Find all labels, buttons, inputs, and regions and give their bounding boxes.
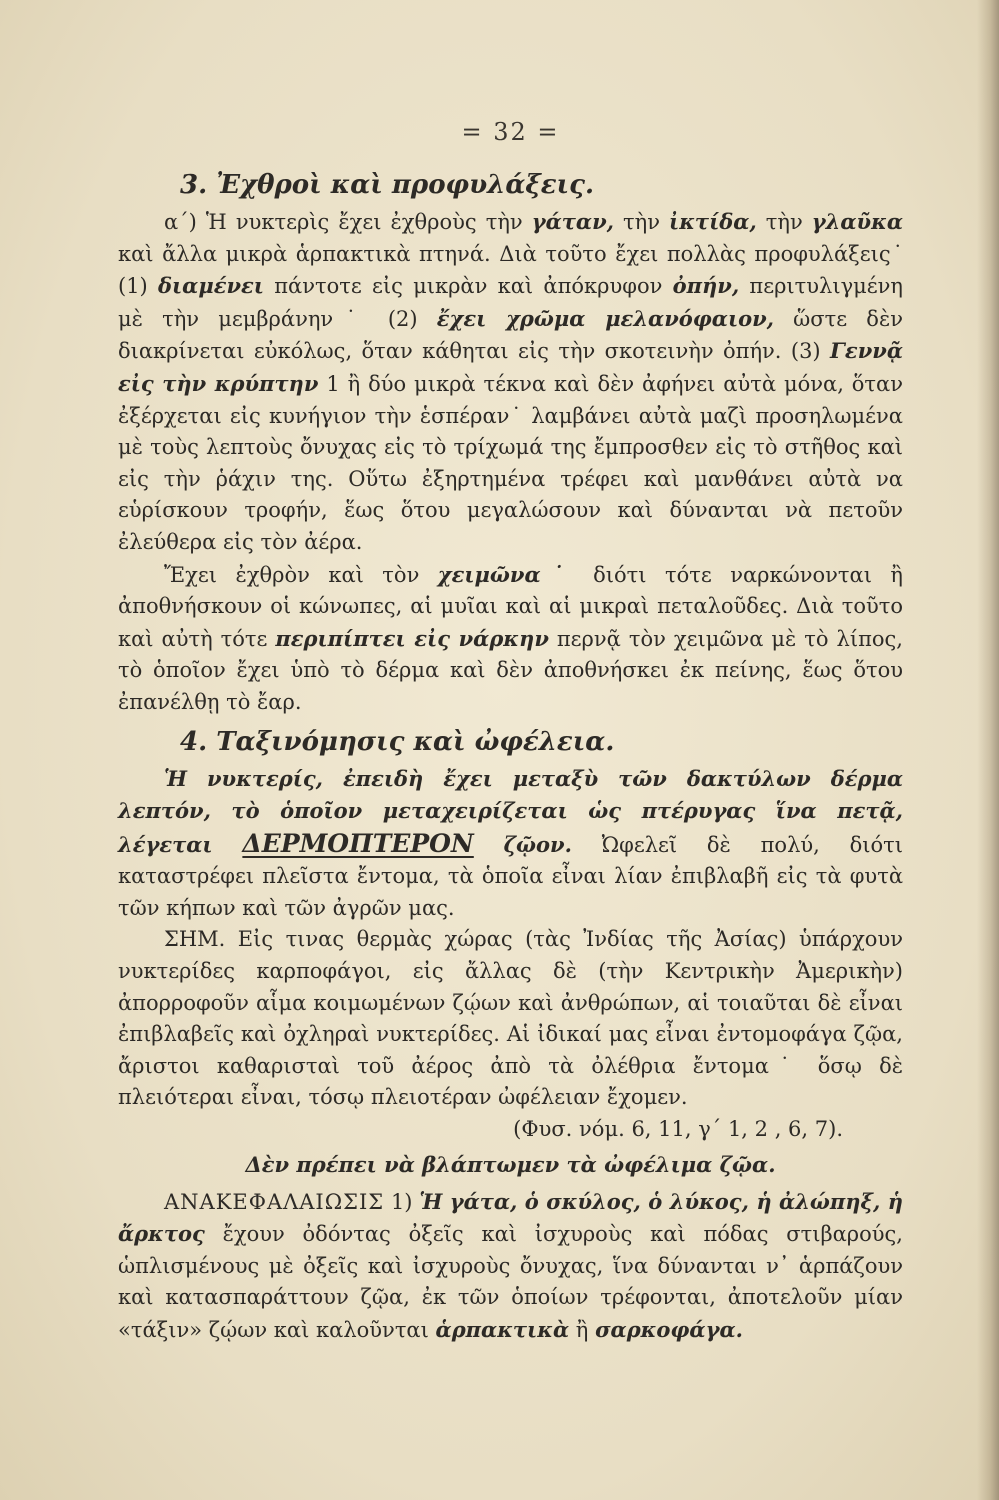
section-3-paragraph-b bbox=[118, 559, 903, 719]
text-run: ἢ bbox=[569, 1318, 596, 1342]
rule-title: Δὲν πρέπει νὰ βλάπτωμεν τὰ ὠφέλιμα ζῷα. bbox=[245, 1151, 776, 1177]
text-run: Ὠφελεῖ δὲ πολύ, διότι καταστρέφει πλεῖστα ἔντομα, τὰ ὁποῖα εἶναι λίαν ἐπιβλαβῆ εἰς τὰ φυτὰ τῶν κήπων καὶ τῶν ἀγρῶν μας. bbox=[118, 832, 903, 920]
section-4-paragraph-a bbox=[118, 763, 903, 925]
section-3-paragraph-a bbox=[118, 206, 903, 559]
text-run: 1) bbox=[384, 1189, 420, 1214]
text-run: πάντοτε εἰς μικρὰν καὶ ἀπόκρυφον bbox=[263, 274, 673, 299]
text-run: α΄) Ἡ νυκτερὶς ἔχει ἐχθροὺς τὴν bbox=[164, 210, 532, 234]
emphasis-run: ζῷον. bbox=[503, 831, 572, 857]
summary-paragraph bbox=[118, 1186, 903, 1347]
emphasis-run: Ἡ νυκτερίς, ἐπειδὴ ἔχει μεταξὺ τῶν δακτύλων δέρμα λεπτόν, τὸ ὁποῖον μεταχειρίζεται ὡς πτέρυγας ἵνα πετᾷ, λέγεται bbox=[118, 765, 903, 857]
text-run: Ἔχει ἐχθρὸν καὶ τὸν bbox=[164, 562, 438, 587]
section-4-note bbox=[118, 924, 903, 1114]
text-run: διότι τότε ναρκώνονται ἢ ἀποθνήσκουν οἱ κώνωπες, αἱ μυῖαι καὶ αἱ μικραὶ πεταλοῦδες. Διὰ τοῦτο καὶ αὐτὴ τότε bbox=[118, 562, 903, 651]
text-run: περνᾷ τὸν χειμῶνα μὲ τὸ λίπος, τὸ ὁποῖον ἔχει ὑπὸ τὸ δέρμα καὶ δὲν ἀποθνήσκει ἐκ πείνης, ἕως ὅτου ἐπανέλθῃ τὸ ἔαρ. bbox=[118, 626, 903, 714]
text-run: τὴν bbox=[756, 210, 812, 234]
emphasis-run: περιπίπτει εἰς νάρκην bbox=[275, 625, 549, 651]
emphasis-run: σαρκοφάγα. bbox=[595, 1317, 743, 1342]
reference-citation: (Φυσ. νόμ. 6, 11, γ΄ 1, 2 , 6, 7). bbox=[513, 1117, 843, 1142]
emphasis-run: γάταν, bbox=[531, 209, 614, 234]
emphasis-run: Ἡ γάτα, ὁ σκύλος, ὁ λύκος, ἡ ἀλώπηξ, ἡ ἄρκτος bbox=[118, 1188, 904, 1247]
emphasis-run: χειμῶνα˙ bbox=[437, 561, 575, 587]
emphasis-run: Γεννᾷ εἰς τὴν κρύπτην bbox=[118, 338, 903, 396]
summary-label: ΑΝΑΚΕΦΑΛΑΙΩΣΙΣ bbox=[164, 1189, 385, 1214]
page-number: = 32 = bbox=[461, 118, 560, 146]
emphasis-run: διαμένει bbox=[158, 273, 264, 299]
emphasis-run: ἁρπακτικὰ bbox=[435, 1317, 570, 1342]
text-run: ΣΗΜ. Εἰς τινας θερμὰς χώρας (τὰς Ἰνδίας τῆς Ἀσίας) ὑπάρχουν νυκτερίδες καρποφάγοι, εἰς ἄλλας δὲ (τὴν Κεντρικὴν Ἀμερικὴν) ἀπορροφοῦν αἷμα κοιμωμένων ζῴων καὶ ἀνθρώπων, αἱ τοιαῦται δὲ εἶναι ἐπιβλαβεῖς καὶ ὀχληραὶ νυκτερίδες. Αἱ ἰδικαί μας εἶναι ἐντομοφάγα ζῷα, ἄριστοι καθαρισταὶ τοῦ ἀέρος ἀπὸ τὰ ὀλέθρια ἔντομα˙ ὅσῳ δὲ πλειότεραι εἶναι, τόσῳ πλειοτέραν ὠφέλειαν ἔχομεν. bbox=[118, 927, 903, 1110]
section-3-heading: 3. Ἐχθροὶ καὶ προφυλάξεις. bbox=[180, 170, 595, 200]
emphasis-run: ἰκτίδα, bbox=[669, 209, 757, 234]
text-block bbox=[118, 118, 903, 1347]
emphasis-run: ἔχει χρῶμα μελανόφαιον, bbox=[436, 305, 774, 331]
section-4-heading: 4. Ταξινόμησις καὶ ὠφέλεια. bbox=[180, 726, 615, 757]
emphasis-run: ὀπήν, bbox=[672, 273, 740, 299]
text-run: καὶ ἄλλα μικρὰ ἁρπακτικὰ πτηνά. Διὰ τοῦτο ἔχει πολλὰς προφυλάξεις˙ (1) bbox=[118, 241, 903, 299]
text-run: ὥστε δὲν διακρίνεται εὐκόλως, ὅταν κάθηται εἰς τὴν σκοτεινὴν ὀπήν. (3) bbox=[118, 306, 903, 364]
text-run: τὴν bbox=[613, 210, 670, 234]
text-run: 1 ἢ δύο μικρὰ τέκνα καὶ δὲν ἀφήνει αὐτὰ μόνα, ὅταν ἐξέρχεται εἰς κυνήγιον τὴν ἑσπέραν˙ λαμβάνει αὐτὰ μαζὶ προσηλωμένα μὲ τοὺς λεπτοὺς ὄνυχας εἰς τὸ τρίχωμά της ἔμπροσθεν εἰς τὸ στῆθος καὶ εἰς τὴν ῥάχιν της. Οὕτω ἐξηρτημένα τρέφει καὶ μανθάνει αὐτὰ να εὑρίσκουν τροφήν, ἕως ὅτου μεγαλώσουν καὶ δύνανται νὰ πετοῦν ἐλεύθερα εἰς τὸν ἀέρα. bbox=[118, 371, 903, 554]
page-edge-shadow bbox=[977, 0, 999, 1500]
text-run: περιτυλιγμένη μὲ τὴν μεμβράνην˙ (2) bbox=[118, 274, 904, 331]
emphasis-run: γλαῦκα bbox=[811, 209, 903, 234]
text-run: ἔχουν ὀδόντας ὀξεῖς καὶ ἰσχυροὺς καὶ πόδας στιβαρούς, ὡπλισμένους μὲ ὀξεῖς καὶ ἰσχυροὺς ὄνυχας, ἵνα δύνανται ν᾽ ἁρπάζουν καὶ κατασπαράττουν ζῷα, ἐκ τῶν ὁποίων τρέφονται, ἀποτελοῦν μίαν «τάξιν» ζῴων καὶ καλοῦνται bbox=[118, 1222, 903, 1342]
dermopteron-term: ΔΕΡΜΟΠΤΕΡΟΝ bbox=[242, 828, 474, 858]
